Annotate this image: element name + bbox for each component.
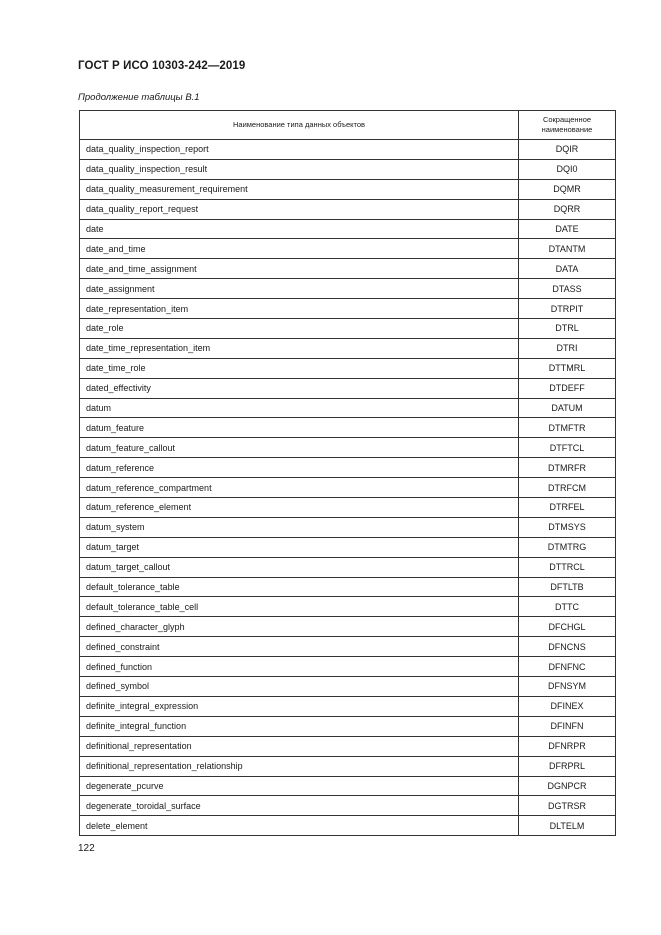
entity-type-name: datum_target (80, 537, 519, 557)
short-name: DTRFEL (519, 498, 616, 518)
short-name: DFTLTB (519, 577, 616, 597)
entity-type-name: datum_feature (80, 418, 519, 438)
table-row (80, 438, 616, 458)
entity-type-name: datum_feature_callout (80, 438, 519, 458)
short-name: DTMFTR (519, 418, 616, 438)
entity-type-name: date_representation_item (80, 299, 519, 319)
short-name: DATE (519, 219, 616, 239)
short-name: DATUM (519, 398, 616, 418)
column-header-name: Наименование типа данных объектов (80, 111, 519, 140)
short-name: DLTELM (519, 816, 616, 836)
entity-type-name: date_and_time_assignment (80, 259, 519, 279)
short-name: DTRPIT (519, 299, 616, 319)
entity-type-name: datum (80, 398, 519, 418)
short-name: DFNFNC (519, 657, 616, 677)
entity-type-name: definitional_representation (80, 736, 519, 756)
table-row (80, 140, 616, 160)
short-name: DFRPRL (519, 756, 616, 776)
table-row (80, 597, 616, 617)
table-row (80, 159, 616, 179)
table-row (80, 696, 616, 716)
short-name: DFNSYM (519, 677, 616, 697)
entity-type-name: definitional_representation_relationship (80, 756, 519, 776)
table-row (80, 816, 616, 836)
table-row (80, 517, 616, 537)
table-row (80, 358, 616, 378)
entity-type-name: date_assignment (80, 279, 519, 299)
table-row (80, 537, 616, 557)
short-name: DTRI (519, 338, 616, 358)
short-name: DATA (519, 259, 616, 279)
short-name: DFINFN (519, 716, 616, 736)
entity-type-name: definite_integral_function (80, 716, 519, 736)
entity-type-name: datum_reference_element (80, 498, 519, 518)
table-row (80, 458, 616, 478)
entity-type-name: date (80, 219, 519, 239)
table-row (80, 498, 616, 518)
entity-type-name: defined_symbol (80, 677, 519, 697)
short-name: DTTRCL (519, 557, 616, 577)
entity-type-name: dated_effectivity (80, 378, 519, 398)
table-row (80, 378, 616, 398)
table-row (80, 279, 616, 299)
short-name: DFCHGL (519, 617, 616, 637)
entity-type-name: data_quality_inspection_result (80, 159, 519, 179)
table-row (80, 199, 616, 219)
short-name: DTMTRG (519, 537, 616, 557)
table-row (80, 736, 616, 756)
short-name: DQIR (519, 140, 616, 160)
short-name: DTRL (519, 319, 616, 339)
short-name: DTANTM (519, 239, 616, 259)
short-name: DFNRPR (519, 736, 616, 756)
table-row (80, 398, 616, 418)
entity-type-name: defined_character_glyph (80, 617, 519, 637)
table-caption: Продолжение таблицы B.1 (78, 92, 200, 103)
short-name: DTDEFF (519, 378, 616, 398)
column-header-abbreviation-line1: Сокращенное (542, 115, 592, 124)
table-row (80, 418, 616, 438)
short-name: DTFTCL (519, 438, 616, 458)
short-name: DTMSYS (519, 517, 616, 537)
table-row (80, 299, 616, 319)
short-name: DTASS (519, 279, 616, 299)
short-name: DTTMRL (519, 358, 616, 378)
entity-type-name: definite_integral_expression (80, 696, 519, 716)
short-name: DQI0 (519, 159, 616, 179)
table-row (80, 319, 616, 339)
entity-type-name: delete_element (80, 816, 519, 836)
entity-type-name: default_tolerance_table_cell (80, 597, 519, 617)
entity-type-name: date_role (80, 319, 519, 339)
table-row (80, 756, 616, 776)
entity-type-name: data_quality_measurement_requirement (80, 179, 519, 199)
short-name: DTTC (519, 597, 616, 617)
table-row (80, 637, 616, 657)
entity-type-name: defined_function (80, 657, 519, 677)
entity-type-name: date_and_time (80, 239, 519, 259)
table-row (80, 796, 616, 816)
table-row (80, 239, 616, 259)
table-row (80, 179, 616, 199)
short-name: DTRFCM (519, 478, 616, 498)
short-name: DFINEX (519, 696, 616, 716)
table-row (80, 776, 616, 796)
document-header: ГОСТ Р ИСО 10303-242—2019 (78, 60, 246, 72)
column-header-abbreviation (519, 111, 616, 140)
short-name: DGTRSR (519, 796, 616, 816)
short-name: DTMRFR (519, 458, 616, 478)
short-name: DQRR (519, 199, 616, 219)
short-name: DFNCNS (519, 637, 616, 657)
entity-type-name: date_time_representation_item (80, 338, 519, 358)
entity-type-name: degenerate_toroidal_surface (80, 796, 519, 816)
entity-type-name: date_time_role (80, 358, 519, 378)
entity-type-name: defined_constraint (80, 637, 519, 657)
short-name: DGNPCR (519, 776, 616, 796)
column-header-abbreviation-line2: наименование (541, 125, 593, 134)
entity-type-name: data_quality_inspection_report (80, 140, 519, 160)
short-name: DQMR (519, 179, 616, 199)
table-row (80, 577, 616, 597)
entity-type-name: degenerate_pcurve (80, 776, 519, 796)
entity-type-name: data_quality_report_request (80, 199, 519, 219)
entity-type-name: datum_reference_compartment (80, 478, 519, 498)
table-row (80, 338, 616, 358)
table-header-row (80, 111, 616, 140)
entity-type-name: datum_system (80, 517, 519, 537)
table-row (80, 259, 616, 279)
entity-type-name: datum_reference (80, 458, 519, 478)
table-row (80, 716, 616, 736)
entity-type-name: datum_target_callout (80, 557, 519, 577)
data-type-table (79, 110, 616, 836)
entity-type-name: default_tolerance_table (80, 577, 519, 597)
table-body (80, 140, 616, 836)
table-row (80, 677, 616, 697)
table-row (80, 657, 616, 677)
table-row (80, 557, 616, 577)
table-row (80, 219, 616, 239)
table-row (80, 478, 616, 498)
table-row (80, 617, 616, 637)
page-number: 122 (78, 843, 95, 854)
